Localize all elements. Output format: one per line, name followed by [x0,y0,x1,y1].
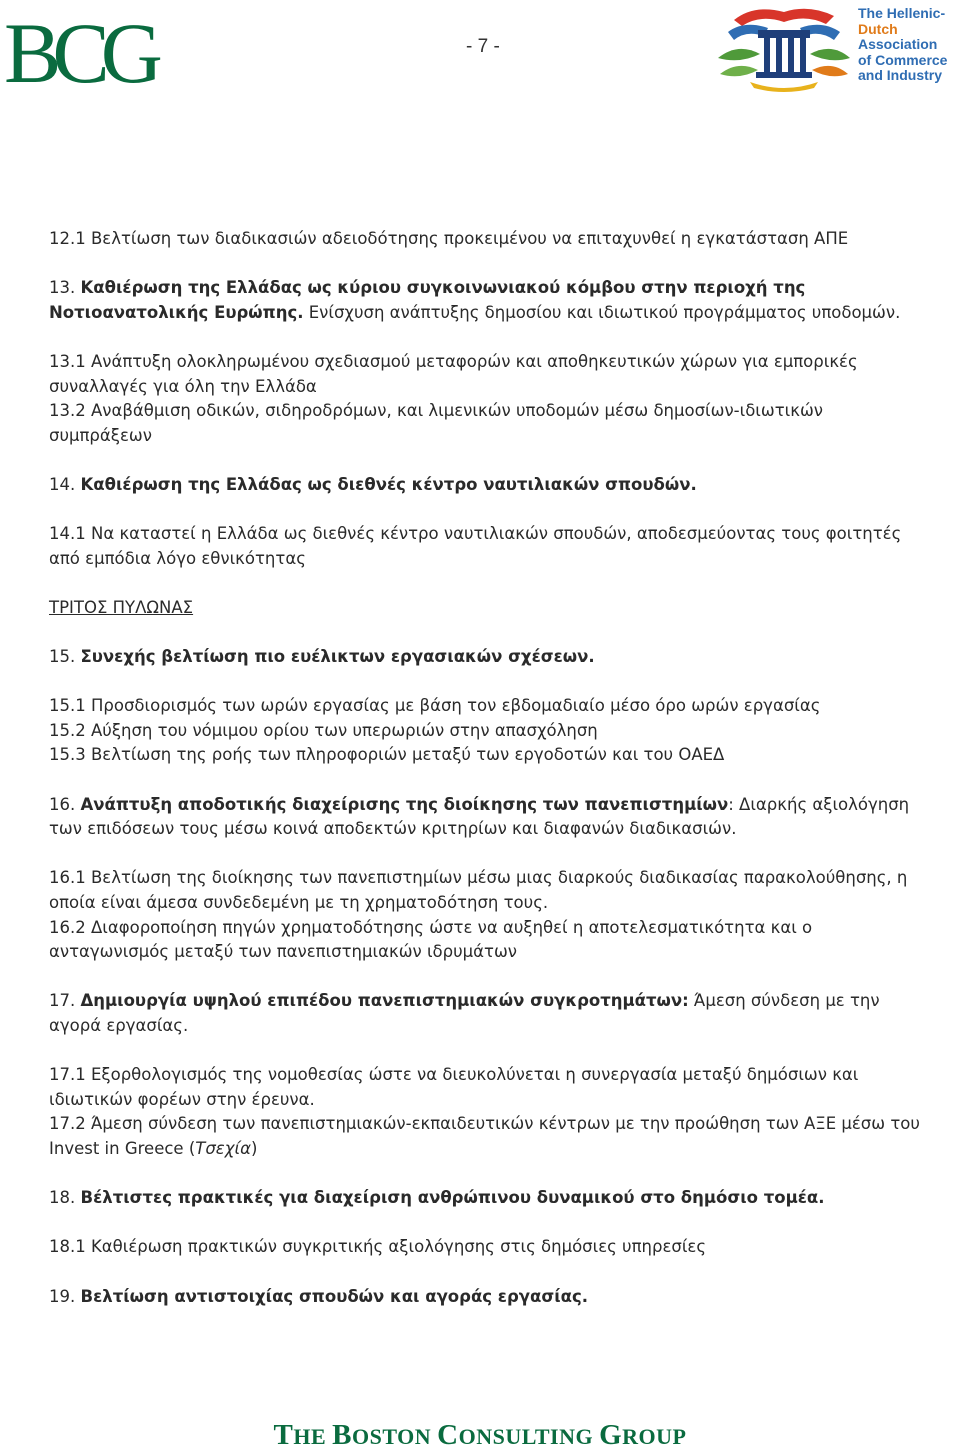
item-16-title: Ανάπτυξη αποδοτικής διαχείρισης της διοίκησης των πανεπιστημίων [80,794,729,814]
item-16-1: 16.1 Βελτίωση της διοίκησης των πανεπιστημίων μέσω μιας διαρκούς διαδικασίας παρακολούθησης, η οποία είναι άμεσα συνδεδεμένη με τη χρηματοδότηση τους. [49,868,908,913]
item-13-title: Καθιέρωση της Ελλάδας ως κύριου συγκοινωνιακού κόμβου στην περιοχή της Νοτιοανατολικής Ευρώπης. [49,278,806,322]
pillar-heading [49,596,929,621]
item-14-title: Καθιέρωση της Ελλάδας ως διεθνές κέντρο ναυτιλιακών σπουδών. [80,474,697,494]
item-17-2-close: ) [250,1138,258,1158]
partner-logo-line: Dutch [858,20,898,37]
bcg-logo-text: BCG [4,5,154,101]
item-17 [49,989,929,1038]
partner-logo-line: Association [858,36,938,52]
pillar-heading-text: ΤΡΙΤΟΣ ΠΥΛΩΝΑΣ [49,597,194,617]
item-14-1: 14.1 Να καταστεί η Ελλάδα ως διεθνές κέντρο ναυτιλιακών σπουδών, αποδεσμεύοντας τους φοιτητές από εμπόδια λόγο εθνικότητας [49,524,902,568]
document-body [49,227,929,1309]
item-13-1: 13.1 Ανάπτυξη ολοκληρωμένου σχεδιασμού μεταφορών και αποθηκευτικών χώρων για εμπορικές συναλλαγές για όλη την Ελλάδα [49,351,858,396]
partner-logo-line: of Commerce [858,51,948,68]
item-18-1: 18.1 Καθιέρωση πρακτικών συγκριτικής αξιολόγησης στις δημόσιες υπηρεσίες [49,1237,707,1257]
item-15-3: 15.3 Βελτίωση της ροής των πληροφοριών μεταξύ των εργοδοτών και του ΟΑΕΔ [49,745,725,765]
item-13-2: 13.2 Αναβάθμιση οδικών, σιδηροδρόμων, και λιμενικών υποδομών μέσω δημοσίων-ιδιωτικών συμπράξεων [49,401,823,445]
item-19 [49,1285,929,1310]
item-18-title: Βέλτιστες πρακτικές για διαχείριση ανθρώπινου δυναμικού στο δημόσιο τομέα. [80,1188,825,1208]
partner-logo-text [858,6,947,84]
item-16 [49,793,929,842]
item-17-text: Άμεση σύνδεση με την αγορά εργασίας. [49,991,880,1035]
item-13-number: 13. [49,278,81,298]
hellenic-dutch-association-logo [714,2,960,92]
item-18-number: 18. [49,1188,81,1208]
item-18 [49,1186,929,1211]
partner-logo-line: The Hellenic- [858,5,946,21]
item-15-title: Συνεχής βελτίωση πιο ευέλικτων εργασιακών σχέσεων. [80,647,595,667]
item-12-1: 12.1 Βελτίωση των διαδικασιών αδειοδότησης προκειμένου να επιταχυνθεί η εγκατάσταση ΑΠΕ [49,229,849,248]
item-17-2-italic: Τσεχία [195,1138,251,1158]
item-16-text: : Διαρκής αξιολόγηση των επιδόσεων τους μέσω κοινά αποδεκτών κριτηρίων και διαφανών διαδικασιών. [49,794,910,839]
item-17-1: 17.1 Εξορθολογισμός της νομοθεσίας ώστε να διευκολύνεται η συνεργασία μεταξύ δημόσιων και ιδιωτικών φορέων στην έρευνα. [49,1065,859,1109]
bcg-logo [4,5,176,101]
item-16-number: 16. [49,794,81,814]
item-17-2 [49,1112,929,1161]
item-17-number: 17. [49,991,81,1011]
item-16-2: 16.2 Διαφοροποίηση πηγών χρηματοδότησης ώστε να αυξηθεί η αποτελεσματικότητα και ο ανταγωνισμός μεταξύ των πανεπιστημιακών ιδρυμάτων [49,917,813,962]
item-13-text: Ενίσχυση ανάπτυξης δημοσίου και ιδιωτικού προγράμματος υποδομών. [303,302,901,322]
page-number: - 7 - [466,36,500,57]
item-15-number: 15. [49,647,81,667]
partner-logo-line: and Industry [858,67,943,83]
item-14-number: 14. [49,474,81,494]
item-19-number: 19. [49,1286,81,1306]
item-17-2-text: 17.2 Άμεση σύνδεση των πανεπιστημιακών-εκπαιδευτικών κέντρων με την προώθηση των ΑΞΕ μέσω του Invest in Greece ( [49,1114,920,1158]
item-19-title: Βελτίωση αντιστοιχίας σπουδών και αγοράς εργασίας. [80,1286,589,1306]
item-15-1: 15.1 Προσδιορισμός των ωρών εργασίας με βάση τον εβδομαδιαίο μέσο όρο ωρών εργασίας [49,696,821,716]
item-15 [49,645,929,670]
column-emblem-icon [714,2,854,92]
item-13 [49,276,929,325]
item-17-title: Δημιουργία υψηλού επιπέδου πανεπιστημιακών συγκροτημάτων: [80,991,689,1011]
footer-bcg-wordmark: THE BOSTON CONSULTING GROUP [273,1419,687,1451]
item-15-2: 15.2 Αύξηση του νόμιμου ορίου των υπερωριών στην απασχόληση [49,720,598,740]
item-14 [49,473,929,498]
